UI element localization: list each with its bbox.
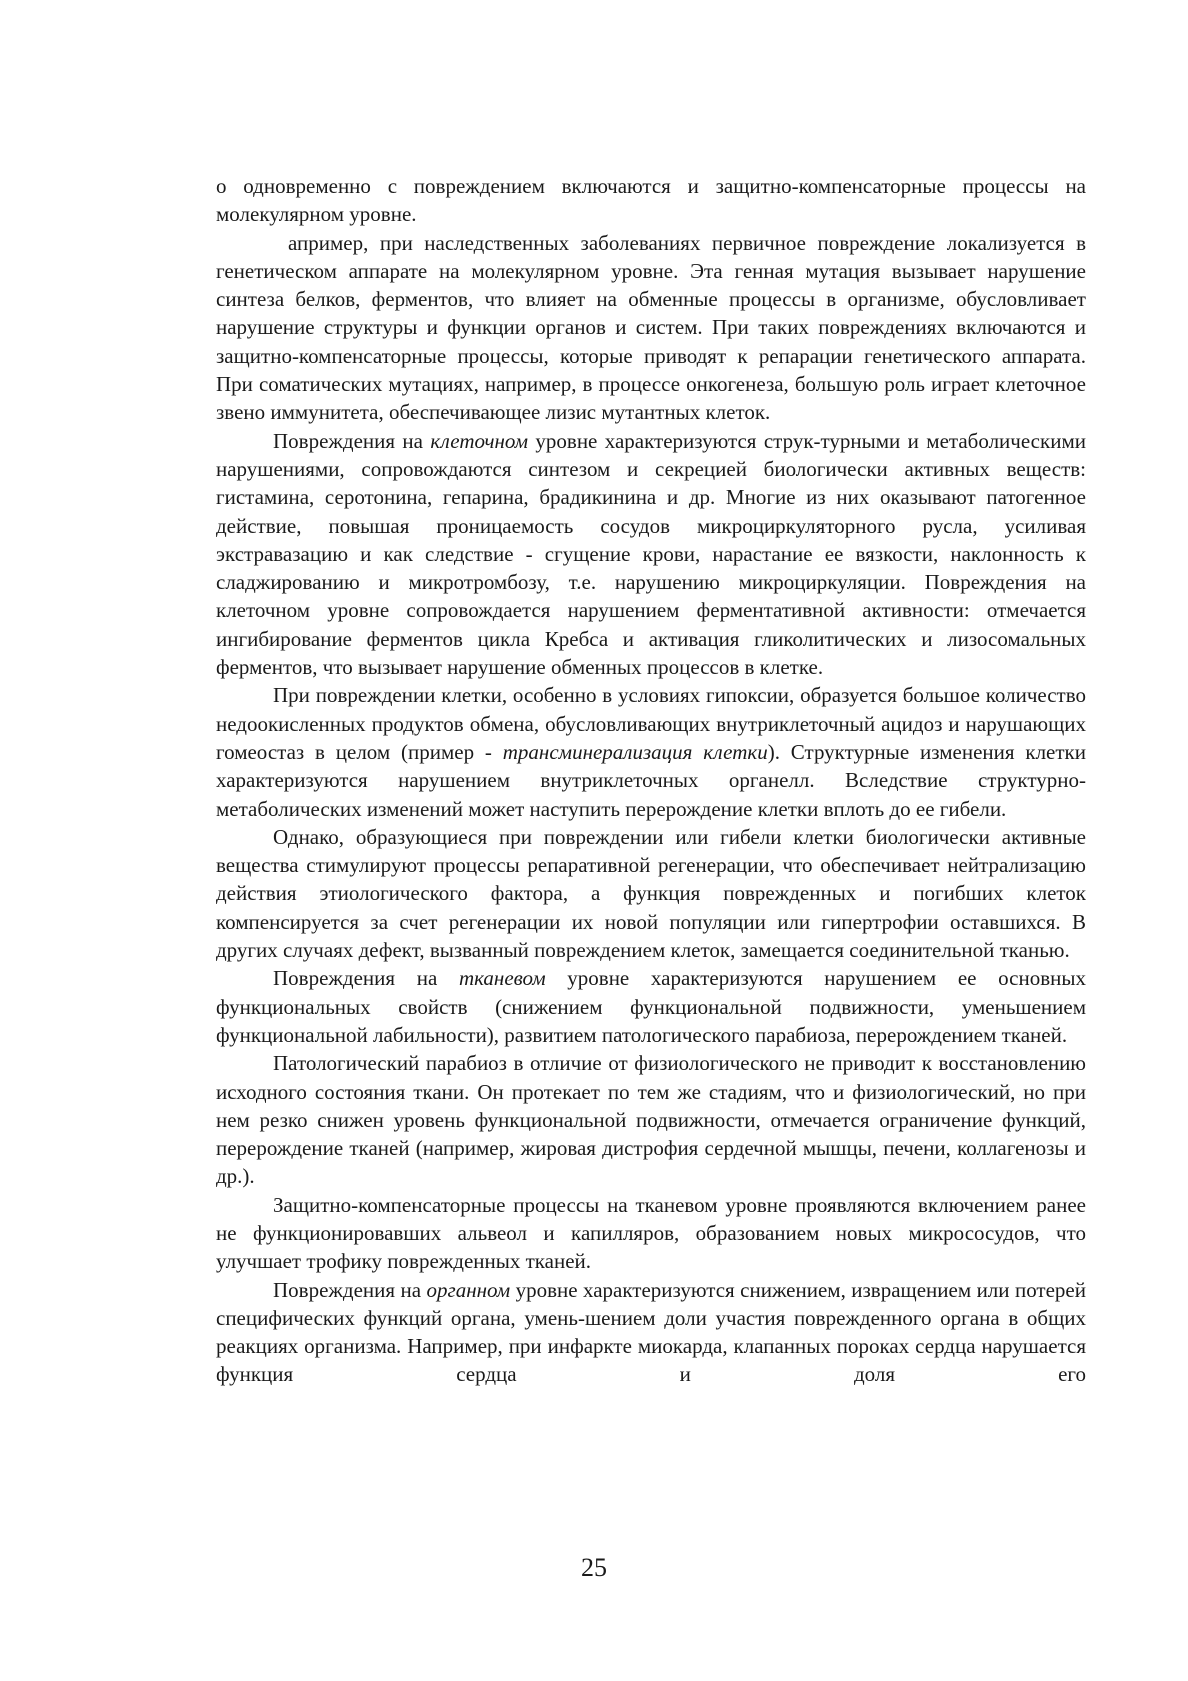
paragraph-text: о одновременно с повреждением включаются и защитно-компенсаторные процессы на молекулярном уровне. — [216, 174, 1086, 227]
paragraph-text-after: ). Структурные изменения клетки характеризуются нарушением внутриклеточных органелл. Вследствие структурно-метаболических изменений может наступить перерождение клетки вплоть до ее гибели. — [216, 739, 1086, 821]
italic-term: тканевом — [458, 966, 546, 991]
paragraph-pathological-parabiosis — [216, 1049, 1086, 1190]
italic-term: трансминерализация клетки — [502, 739, 768, 764]
italic-term: клеточном — [430, 428, 529, 453]
paragraph-text: Защитно-компенсаторные процессы на тканевом уровне проявляются включением ранее не функционировавших альвеол и капилляров, образованием новых микрососудов, что улучшает трофику поврежденных тканей. — [216, 1192, 1086, 1274]
document-body — [216, 172, 1086, 1389]
paragraph-regeneration — [216, 823, 1086, 964]
paragraph-text: апример, при наследственных заболеваниях первичное повреждение локализуется в генетическом аппарате на молекулярном уровне. Эта генная мутация вызывает нарушение синтеза белков, ферментов, что влияет на обменные процессы в организме, обусловливает нарушение структуры и функции органов и систем. При таких повреждениях включаются и защитно-компенсаторные процессы, которые приводят к репарации генетического аппарата. При соматических мутациях, например, в процессе онкогенеза, большую роль играет клеточное звено иммунитета, обеспечивающее лизис мутантных клеток. — [216, 230, 1086, 425]
paragraph-text-after: уровне характеризуются нарушением ее основных функциональных свойств (снижением функциональной подвижности, уменьшением функциональной лабильности), развитием патологического парабиоза, перерождением тканей. — [216, 966, 1086, 1047]
page-number: 25 — [581, 1553, 607, 1582]
paragraph-tissue-level — [216, 964, 1086, 1049]
paragraph-text-after: уровне характеризуются струк-турными и метаболическими нарушениями, сопровождаются синтезом и секрецией биологически активных веществ: гистамина, серотонина, гепарина, брадикинина и др. Многие из них оказывают патогенное действие, повышая проницаемость сосудов микроциркуляторного русла, усиливая экстравазацию и как следствие - сгущение крови, нарастание ее вязкости, наклонность к сладжированию и микротромбозу, т.е. нарушению микроциркуляции. Повреждения на клеточном уровне сопровождается нарушением ферментативной активности: отмечается ингибирование ферментов цикла Кребса и активация гликолитических и лизосомальных ферментов, что вызывает нарушение обменных процессов в клетке. — [216, 428, 1086, 680]
paragraph-text: Однако, образующиеся при повреждении или гибели клетки биологически активные вещества стимулируют процессы репаративной регенерации, что обеспечивает нейтрализацию действия этиологического фактора, а функция поврежденных и погибших клеток компенсируется за счет регенерации их новой популяции или гипертрофии оставшихся. В других случаях дефект, вызванный повреждением клеток, замещается соединительной тканью. — [216, 824, 1086, 963]
paragraph-cell-damage-hypoxia — [216, 681, 1086, 822]
paragraph-text-before: При повреждении клетки, особенно в условиях гипоксии, образуется большое количество недоокисленных продуктов обмена, обусловливающих внутриклеточный ацидоз и нарушающих гомеостаз в целом (пример - — [216, 683, 1086, 764]
paragraph-text: Патологический парабиоз в отличие от физиологического не приводит к восстановлению исходного состояния ткани. Он протекает по тем же стадиям, что и физиологический, но при нем резко снижен уровень функциональной подвижности, отмечается ограничение функций, перерождение тканей (например, жировая дистрофия сердечной мышцы, печени, коллагенозы и др.). — [216, 1051, 1086, 1189]
paragraph-text-before: Повреждения на — [273, 966, 459, 991]
paragraph-text-before: Повреждения на — [273, 428, 431, 453]
paragraph-text-after: уровне характеризуются снижением, извращением или потерей специфических функций органа, умень-шением доли участия поврежденного органа в общих реакциях организма. Например, при инфаркте миокарда, клапанных пороках сердца нарушается функция сердца и доля его — [216, 1277, 1086, 1387]
paragraph-molecular-intro — [216, 172, 1086, 229]
paragraph-organ-level — [216, 1276, 1086, 1389]
paragraph-text-before: Повреждения на — [273, 1277, 427, 1302]
paragraph-hereditary-example — [216, 229, 1086, 427]
paragraph-tissue-compensation — [216, 1191, 1086, 1276]
italic-term: органном — [426, 1277, 511, 1302]
paragraph-cellular-level — [216, 427, 1086, 682]
